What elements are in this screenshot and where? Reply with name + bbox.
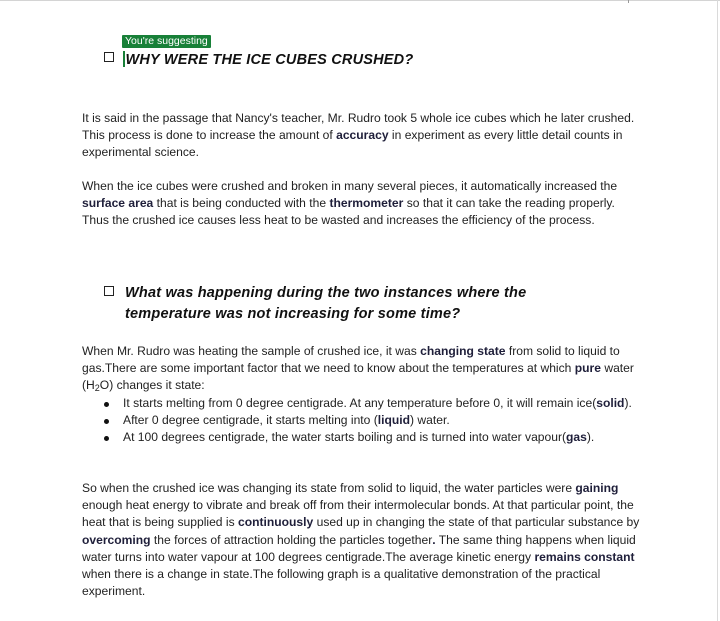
paragraph-kinetic-energy: So when the crushed ice was changing its state from solid to liquid, the water particles were gaining enough heat energy to vibrate and break off from their intermolecular bonds. At that particular point, the heat that is being supplied is continuously used up in changing the state of that particular substance by overcoming the forces of attraction holding the particles together. The same thing happens when liquid water turns into water vapour at 100 degrees centigrade.The average kinetic energy remains constant when there is a change in state.The following graph is a qualitative demonstration of the practical experiment.	[82, 481, 640, 599]
page-top-edge	[0, 0, 720, 1]
page-right-edge	[717, 0, 718, 621]
heading-ice-cubes	[104, 51, 413, 67]
heading-temperature	[104, 283, 526, 325]
ruler-tick	[628, 0, 629, 3]
paragraph-changing-state: When Mr. Rudro was heating the sample of crushed ice, it was changing state from solid to liquid to gas.There are some important factor that we need to know about the temperatures at which pure water (H2O) changes it state:	[82, 344, 634, 394]
paragraph-accuracy: It is said in the passage that Nancy's teacher, Mr. Rudro took 5 whole ice cubes which he later crushed. This process is done to increase the amount of accuracy in experiment as every little detail counts in experimental science.	[82, 111, 635, 160]
list-item: It starts melting from 0 degree centigrade. At any temperature before 0, it will remain ice(solid).	[82, 395, 642, 412]
paragraph-surface-area: When the ice cubes were crushed and broken in many several pieces, it automatically increased the surface area that is being conducted with the thermometer so that it can take the reading properly. Thus the crushed ice causes less heat to be wasted and increases the efficiency of the process.	[82, 179, 618, 228]
bullet-dot	[104, 402, 109, 407]
suggesting-badge: You're suggesting	[122, 35, 211, 48]
text-cursor	[123, 51, 125, 67]
heading2-line2: temperature was not increasing for some time?	[125, 306, 461, 322]
list-item: After 0 degree centigrade, it starts melting into (liquid) water.	[82, 412, 642, 429]
list-item: At 100 degrees centigrade, the water starts boiling and is turned into water vapour(gas).	[82, 429, 642, 446]
heading-text: WHY WERE THE ICE CUBES CRUSHED?	[125, 52, 414, 68]
checklist-checkbox[interactable]	[104, 286, 114, 296]
bullet-dot	[104, 419, 109, 424]
checklist-checkbox[interactable]	[104, 52, 114, 62]
heading2-line1: What was happening during the two instances where the	[125, 285, 527, 301]
bullet-dot	[104, 436, 109, 441]
state-bullet-list	[82, 395, 642, 447]
